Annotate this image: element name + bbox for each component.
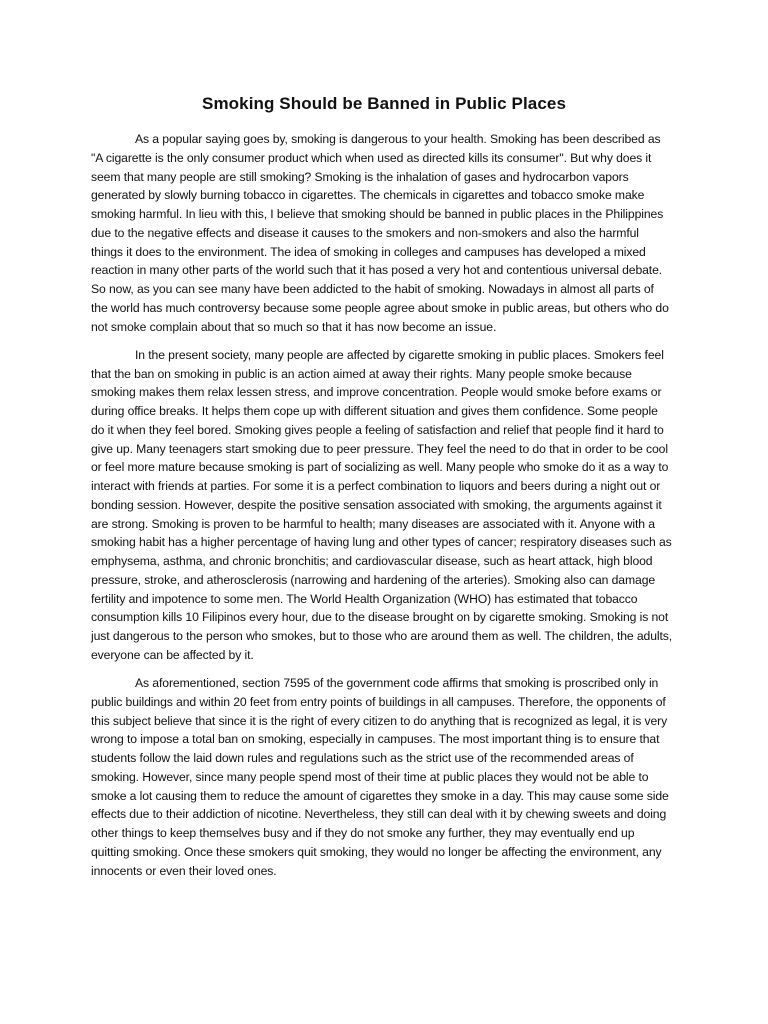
paragraph-1: As a popular saying goes by, smoking is dangerous to your health. Smoking has been described as "A cigarette is the only consumer product which when used as directed kills its consumer". But why does it seem that many people are still smoking? Smoking is the inhalation of gases and hydrocarbon vapors generated by slowly burning tobacco in cigarettes. The chemicals in cigarettes and tobacco smoke make smoking harmful. In lieu with this, I believe that smoking should be banned in public places in the Philippines due to the negative effects and disease it causes to the smokers and non-smokers and also the harmful things it does to the environment. The idea of smoking in colleges and campuses has developed a mixed reaction in many other parts of the world such that it has posed a very hot and contentious universal debate. So now, as you can see many have been addicted to the habit of smoking. Nowadays in almost all parts of the world has much controversy because some people agree about smoke in public areas, but others who do not smoke complain about that so much so that it has now become an issue.	[91, 132, 669, 334]
paragraph-3: As aforementioned, section 7595 of the government code affirms that smoking is proscribed only in public buildings and within 20 feet from entry points of buildings in all campuses. Therefore, the opponents of this subject believe that since it is the right of every citizen to do anything that is recognized as legal, it is very wrong to impose a total ban on smoking, especially in campuses. The most important thing is to ensure that students follow the laid down rules and regulations such as the strict use of the recommended areas of smoking. However, since many people spend most of their time at public places they would not be able to smoke a lot causing them to reduce the amount of cigarettes they smoke in a day. This may cause some side effects due to their addiction of nicotine. Nevertheless, they still can deal with it by chewing sweets and doing other things to keep themselves busy and if they do not smoke any further, they may eventually end up quitting smoking. Once these smokers quit smoking, they would no longer be affecting the environment, any innocents or even their loved ones.	[91, 676, 669, 878]
paragraph-2: In the present society, many people are affected by cigarette smoking in public places. Smokers feel that the ban on smoking in public is an action aimed at away their rights. Many people smoke because smoking makes them relax lessen stress, and improve concentration. People would smoke before exams or during office breaks. It helps them cope up with different situation and gives them confidence. Some people do it when they feel bored. Smoking gives people a feeling of satisfaction and relief that people find it hard to give up. Many teenagers start smoking due to peer pressure. They feel the need to do that in order to be cool or feel more mature because smoking is part of socializing as well. Many people who smoke do it as a way to interact with friends at parties. For some it is a perfect combination to liquors and beers during a night out or bonding session. However, despite the positive sensation associated with smoking, the arguments against it are strong. Smoking is proven to be harmful to health; many diseases are associated with it. Anyone with a smoking habit has a higher percentage of having lung and other types of cancer; respiratory diseases such as emphysema, asthma, and chronic bronchitis; and cardiovascular disease, such as heart attack, high blood pressure, stroke, and atherosclerosis (narrowing and hardening of the arteries). Smoking also can damage fertility and impotence to some men. The World Health Organization (WHO) has estimated that tobacco consumption kills 10 Filipinos every hour, due to the disease brought on by cigarette smoking. Smoking is not just dangerous to the person who smokes, but to those who are around them as well. The children, the adults, everyone can be affected by it.	[91, 347, 673, 662]
document-body	[91, 130, 673, 890]
document-title: Smoking Should be Banned in Public Places	[202, 94, 566, 113]
